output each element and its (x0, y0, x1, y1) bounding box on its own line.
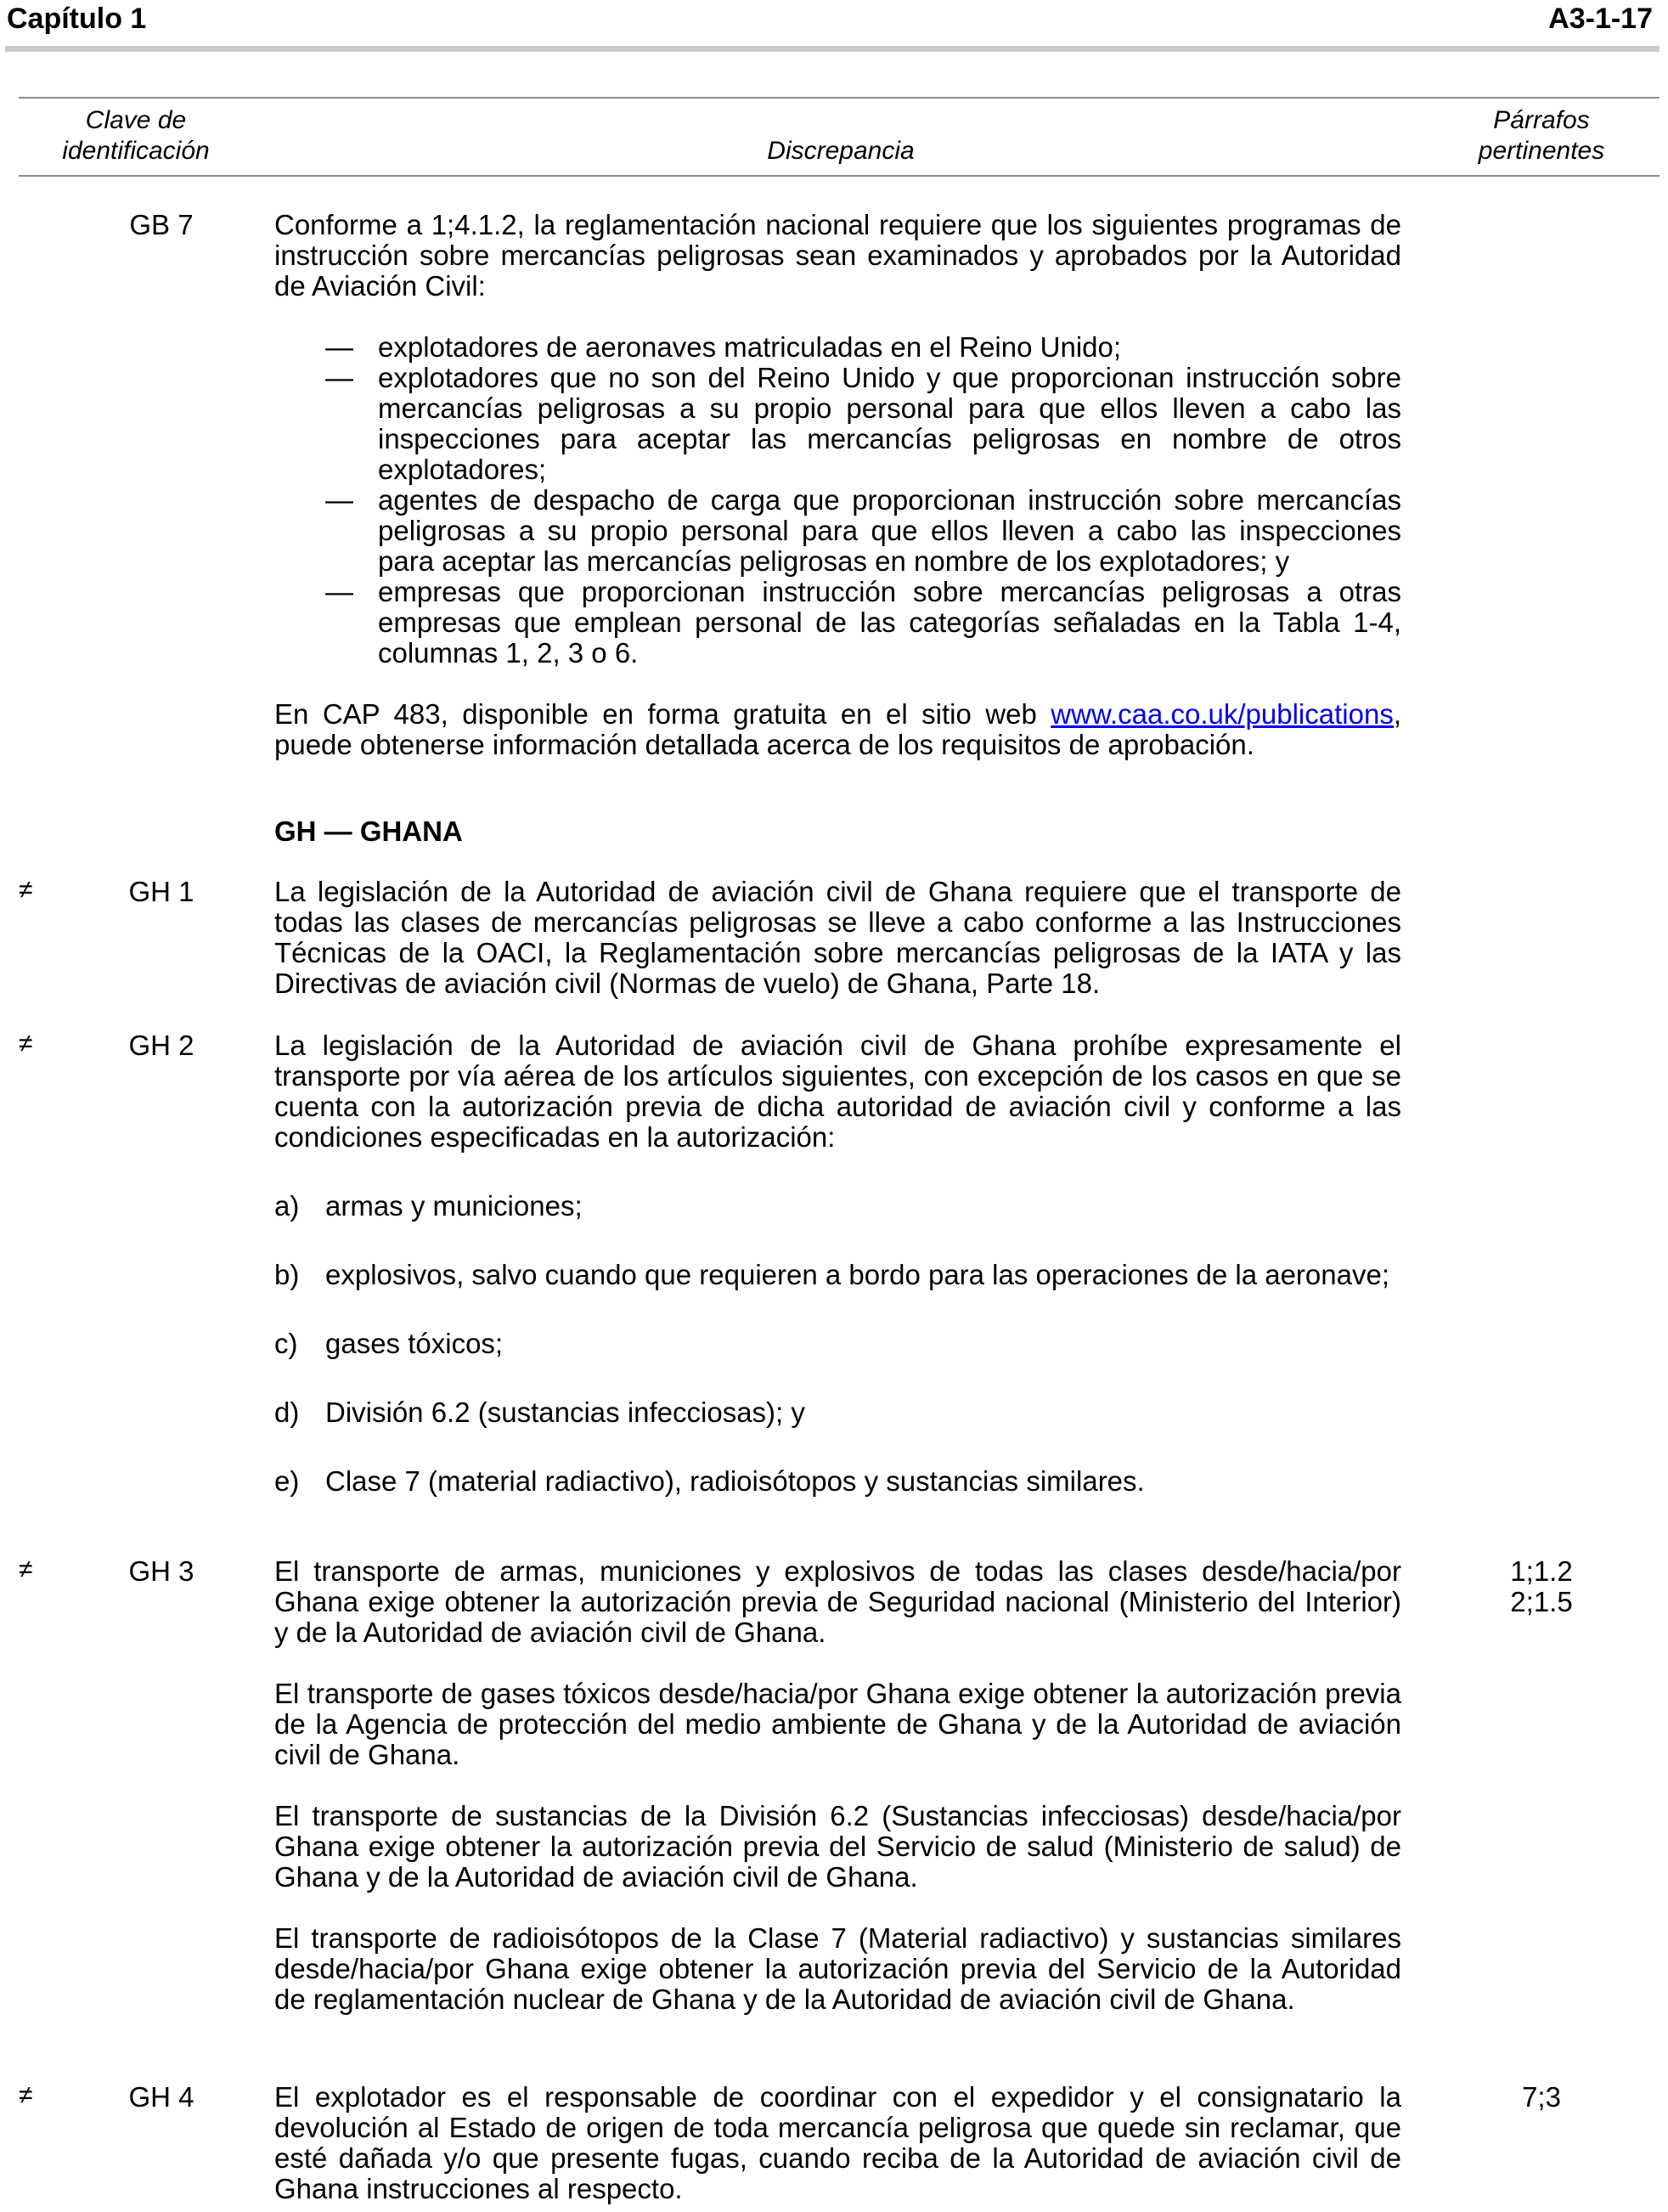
paragraph: El transporte de sustancias de la División 6.2 (Sustancias infecciosas) desde/hacia/por Ghana exige obtener la autorización previa del Servicio de salud (Ministerio de salud) de Ghana y de la Autoridad de aviación civil de Ghana. (274, 1800, 1401, 1893)
list-item-label: b) (274, 1259, 300, 1290)
column-header-bottom-rule (19, 175, 1660, 177)
list-item-text: explotadores de aeronaves matriculadas en el Reino Unido; (378, 331, 1122, 363)
list-item-text: División 6.2 (sustancias infecciosas); y (325, 1397, 805, 1428)
list-item-label: e) (274, 1465, 300, 1497)
dash-bullet: — (325, 362, 353, 393)
entry-key-gh1: GH 1 (128, 876, 194, 907)
entry-text-gh3 (274, 1556, 1401, 2015)
difference-mark: ≠ (19, 2081, 33, 2109)
entry-text-gh4: El explotador es el responsable de coordinar con el expedidor y el consignatario la devolución al Estado de origen de toda mercancía peligrosa que quede sin reclamar, que esté dañada y/o que presente fugas, cuando reciba de la Autoridad de aviación civil de Ghana instrucciones al respecto. (274, 2081, 1401, 2204)
column-header-key-line2: identificación (62, 137, 210, 165)
entry-refs-gh3 (1461, 1556, 1622, 1617)
gb7-intro: Conforme a 1;4.1.2, la reglamentación nacional requiere que los siguientes programas de instrucción sobre mercancías peligrosas sean examinados y aprobados por la Autoridad de Aviación Civil: (274, 209, 1401, 302)
list-item-text: armas y municiones; (325, 1190, 583, 1222)
section-heading-ghana: GH — GHANA (274, 815, 463, 847)
gb7-outro-before: En CAP 483, disponible en forma gratuita en el sitio web (274, 698, 1051, 730)
dash-bullet: — (325, 331, 353, 363)
entry-refs-gh4 (1461, 2082, 1622, 2113)
entry-key-gh2: GH 2 (128, 1030, 194, 1061)
dash-bullet: — (325, 484, 353, 516)
entry-key-gb7: GB 7 (129, 209, 194, 240)
gh2-lettered-list (274, 1191, 1401, 1497)
list-item (274, 332, 1401, 363)
column-header-key-line1: Clave de (85, 106, 187, 134)
list-item (274, 1466, 1401, 1497)
ref-item: 2;1.5 (1510, 1586, 1573, 1617)
gb7-outro (274, 699, 1401, 760)
list-item (274, 363, 1401, 485)
list-item-label: a) (274, 1190, 300, 1222)
dash-bullet: — (325, 576, 353, 607)
list-item (274, 485, 1401, 577)
column-header-top-rule (19, 97, 1660, 99)
paragraph: El transporte de armas, municiones y explosivos de todas las clases desde/hacia/por Ghana exige obtener la autorización previa de Seguridad nacional (Ministerio del Interior) y de la Autoridad de aviación civil de Ghana. (274, 1555, 1401, 1648)
list-item-text: explosivos, salvo cuando que requieren a bordo para las operaciones de la aeronave; (325, 1259, 1390, 1290)
difference-mark: ≠ (19, 1555, 33, 1583)
list-item (274, 1329, 1401, 1359)
ref-item: 1;1.2 (1510, 1555, 1573, 1587)
column-header-key (34, 105, 238, 166)
paragraph: El transporte de gases tóxicos desde/hacia/por Ghana exige obtener la autorización previa de la Agencia de protección del medio ambiente de Ghana y de la Autoridad de aviación civil de Ghana. (274, 1678, 1401, 1770)
chapter-title: Capítulo 1 (7, 3, 147, 35)
entry-text-gb7 (274, 210, 1401, 760)
ref-item: 7;3 (1522, 2081, 1561, 2113)
column-header-refs-line2: pertinentes (1478, 137, 1605, 165)
list-item-label: d) (274, 1397, 300, 1428)
column-header-discrepancy: Discrepancia (767, 137, 915, 165)
gb7-dash-list (274, 332, 1401, 669)
page-number: A3-1-17 (1548, 3, 1653, 35)
gh2-intro: La legislación de la Autoridad de aviación civil de Ghana prohíbe expresamente el transporte por vía aérea de los artículos siguientes, con excepción de los casos en que se cuenta con la autorización previa de dicha autoridad de aviación civil y conforme a las condiciones especificadas en la autorización: (274, 1030, 1401, 1153)
paragraph: El transporte de radioisótopos de la Clase 7 (Material radiactivo) y sustancias similares desde/hacia/por Ghana exige obtener la autorización previa del Servicio de la Autoridad de reglamentación nuclear de Ghana y de la Autoridad de aviación civil de Ghana. (274, 1922, 1401, 2015)
difference-mark: ≠ (19, 876, 33, 904)
list-item (274, 1397, 1401, 1428)
column-header-refs (1444, 105, 1639, 166)
caa-publications-link[interactable]: www.caa.co.uk/publications (1051, 698, 1394, 730)
gb7-outro-after: , puede obtenerse información detallada acerca de los requisitos de aprobación. (274, 698, 1401, 760)
entry-text-gh2 (274, 1030, 1401, 1497)
list-item-text: empresas que proporcionan instrucción sobre mercancías peligrosas a otras empresas que emplean personal de las categorías señaladas en la Tabla 1-4, columnas 1, 2, 3 o 6. (378, 576, 1401, 669)
entry-key-gh3: GH 3 (128, 1555, 194, 1587)
entry-key-gh4: GH 4 (128, 2081, 194, 2113)
list-item-text: gases tóxicos; (325, 1328, 504, 1359)
difference-mark: ≠ (19, 1030, 33, 1058)
list-item (274, 1191, 1401, 1222)
list-item (274, 1260, 1401, 1290)
list-item-text: explotadores que no son del Reino Unido y que proporcionan instrucción sobre mercancías peligrosas a su propio personal para que ellos lleven a cabo las inspecciones para aceptar las mercancías peligrosas en nombre de otros explotadores; (378, 362, 1401, 485)
entry-text-gh1: La legislación de la Autoridad de aviación civil de Ghana requiere que el transporte de todas las clases de mercancías peligrosas se lleve a cabo conforme a las Instrucciones Técnicas de la OACI, la Reglamentación sobre mercancías peligrosas de la IATA y las Directivas de aviación civil (Normas de vuelo) de Ghana, Parte 18. (274, 876, 1401, 999)
list-item-text: agentes de despacho de carga que proporcionan instrucción sobre mercancías peligrosas a su propio personal para que ellos lleven a cabo las inspecciones para aceptar las mercancías peligrosas en nombre de los explotadores; y (378, 484, 1401, 577)
header-rule (5, 46, 1660, 52)
list-item-text: Clase 7 (material radiactivo), radioisótopos y sustancias similares. (325, 1465, 1145, 1497)
column-header-refs-line1: Párrafos (1493, 106, 1590, 134)
list-item (274, 577, 1401, 669)
list-item-label: c) (274, 1328, 298, 1359)
